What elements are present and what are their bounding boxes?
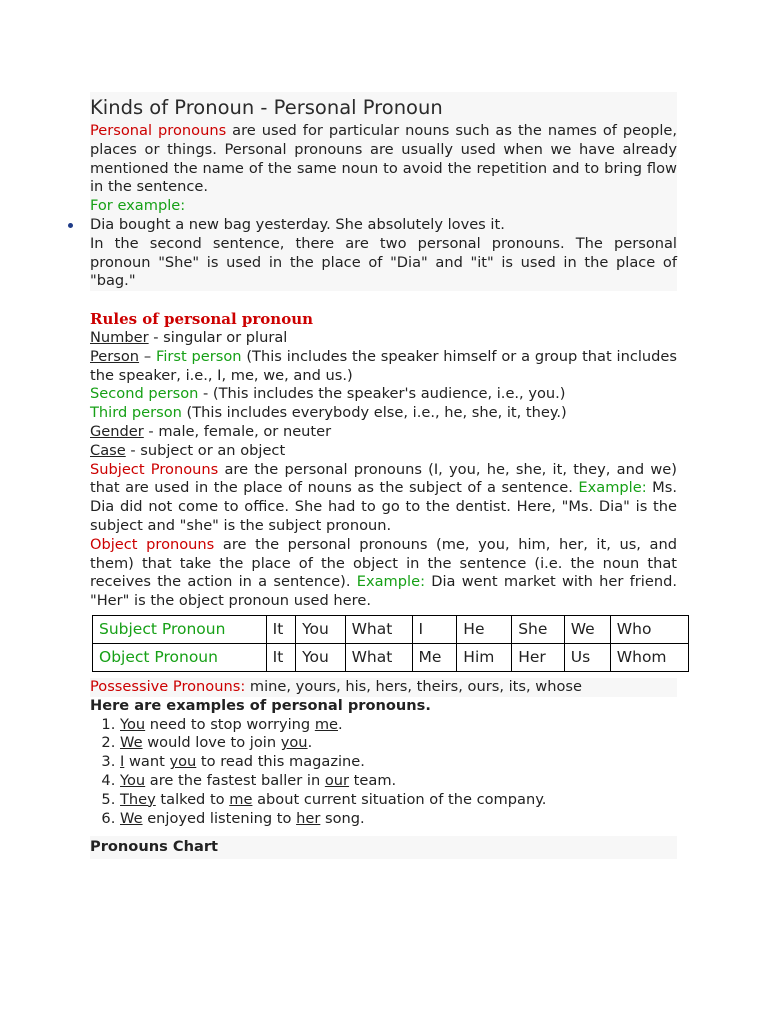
object-example-label: Example: [356, 573, 425, 591]
table-cell: Him [457, 643, 512, 671]
table-row [93, 643, 689, 671]
person-dash: – [139, 347, 156, 365]
possessive-term: Possessive Pronouns: [90, 677, 246, 695]
subject-pronouns-paragraph [90, 461, 677, 536]
table-cell: You [296, 615, 345, 643]
table-cell: It [266, 643, 295, 671]
bullet-item [90, 216, 677, 235]
example-text: talked to [155, 790, 230, 808]
object-pronouns-text: are the personal pronouns (me, you, him, her, it, us, and them) that take the place of the object in the sentence (i.e. the noun that receives the action in a sentence). [90, 535, 678, 591]
example-end: . [307, 734, 313, 752]
subject-pronouns-text: are the personal pronouns (I, you, he, she, it, they, and we) that are used in the place of nouns as the subject of a sentence. [90, 460, 677, 497]
subject-pronouns-term: Subject Pronouns [90, 460, 219, 478]
subject-example-text: Ms. Dia did not come to office. She had to go to the dentist. Here, "Ms. Dia" is the subject and "she" is the subject pronoun. [90, 479, 677, 534]
example-end: team. [349, 771, 397, 789]
number-text: - singular or plural [148, 328, 288, 346]
table-cell: It [266, 615, 295, 643]
document-body [90, 92, 677, 859]
table-cell: Whom [610, 643, 688, 671]
second-person-label: Second person [90, 385, 199, 403]
list-item [120, 810, 677, 829]
object-example-text: Dia went market with her friend. "Her" is the object pronoun used here. [90, 573, 677, 610]
rule-person [90, 348, 677, 386]
pronouns-chart-title: Pronouns Chart [90, 836, 677, 859]
table-cell: You [296, 643, 345, 671]
example-subject: You [120, 771, 146, 789]
gender-text: - male, female, or neuter [143, 422, 332, 440]
intro-section [90, 92, 677, 291]
example-object: our [324, 771, 350, 789]
first-person-label: First person [155, 347, 242, 365]
explanation-paragraph: In the second sentence, there are two personal pronouns. The personal pronoun "She" is used in the place of "Dia" and "it" is used in the place of "bag." [90, 234, 677, 290]
example-end: to read this magazine. [196, 753, 365, 771]
second-person-text: - (This includes the speaker's audience, i.e., you.) [198, 385, 566, 403]
example-object: me [229, 790, 253, 808]
intro-paragraph [90, 122, 677, 197]
pronoun-table [92, 615, 689, 672]
rule-case [90, 442, 677, 461]
table-cell: I [412, 615, 457, 643]
intro-term: Personal pronouns [90, 122, 227, 139]
example-text: need to stop worrying [145, 715, 315, 733]
table-cell: Her [512, 643, 565, 671]
example-subject: We [120, 809, 143, 827]
examples-list [90, 716, 677, 829]
example-end: song. [320, 809, 365, 827]
example-object: you [280, 734, 308, 752]
table-row [93, 615, 689, 643]
rule-number [90, 329, 677, 348]
subject-example-label: Example: [578, 479, 647, 497]
number-label: Number [90, 328, 149, 346]
table-cell: What [345, 615, 412, 643]
case-label: Case [90, 441, 126, 459]
bullet-text: Dia bought a new bag yesterday. She absolutely loves it. [90, 215, 505, 233]
page-title: Kinds of Pronoun - Personal Pronoun [90, 96, 443, 119]
list-item [120, 734, 677, 753]
table-cell: Who [610, 615, 688, 643]
example-end: . [338, 715, 343, 733]
table-cell: She [512, 615, 565, 643]
object-pronouns-term: Object pronouns [90, 535, 215, 553]
first-person-text: (This includes the speaker himself or a group that includes the speaker, i.e., I, me, we, and us.) [90, 347, 678, 384]
list-item [120, 716, 677, 735]
rule-third-person [90, 404, 677, 423]
example-text: want [124, 753, 170, 771]
rule-gender [90, 423, 677, 442]
object-pronouns-paragraph [90, 536, 677, 611]
person-label: Person [90, 347, 140, 365]
example-object: you [169, 753, 197, 771]
example-object: me [314, 715, 339, 733]
example-subject: We [120, 734, 143, 752]
example-subject: They [120, 790, 156, 808]
table-cell-header: Subject Pronoun [93, 615, 267, 643]
table-cell: We [564, 615, 610, 643]
example-end: about current situation of the company. [252, 790, 547, 808]
third-person-text: (This includes everybody else, i.e., he, she, it, they.) [181, 404, 567, 422]
rules-heading: Rules of personal pronoun [90, 310, 314, 329]
for-example-label: For example: [90, 197, 186, 215]
list-item [120, 753, 677, 772]
gender-label: Gender [90, 422, 144, 440]
intro-text: are used for particular nouns such as the names of people, places or things. Personal pronouns are usually used when we have already mentioned the name of the same noun to avoid the repetition and to bring flow in the sentence. [90, 122, 678, 196]
third-person-label: Third person [90, 404, 182, 422]
example-subject: You [120, 715, 146, 733]
examples-heading: Here are examples of personal pronouns. [90, 696, 431, 714]
table-cell: Us [564, 643, 610, 671]
example-text: are the fastest baller in [145, 771, 325, 789]
possessive-line [90, 678, 677, 697]
possessive-text: mine, yours, his, hers, theirs, ours, its, whose [245, 677, 582, 695]
table-cell: Me [412, 643, 457, 671]
example-text: enjoyed listening to [142, 809, 297, 827]
example-subject: I [120, 753, 125, 771]
table-cell: What [345, 643, 412, 671]
example-text: would love to join [142, 734, 281, 752]
example-object: her [296, 809, 321, 827]
rule-second-person [90, 385, 677, 404]
list-item [120, 772, 677, 791]
list-item [120, 791, 677, 810]
table-cell-header: Object Pronoun [93, 643, 267, 671]
table-cell: He [457, 615, 512, 643]
bullet-icon [68, 223, 73, 228]
case-text: - subject or an object [125, 441, 286, 459]
